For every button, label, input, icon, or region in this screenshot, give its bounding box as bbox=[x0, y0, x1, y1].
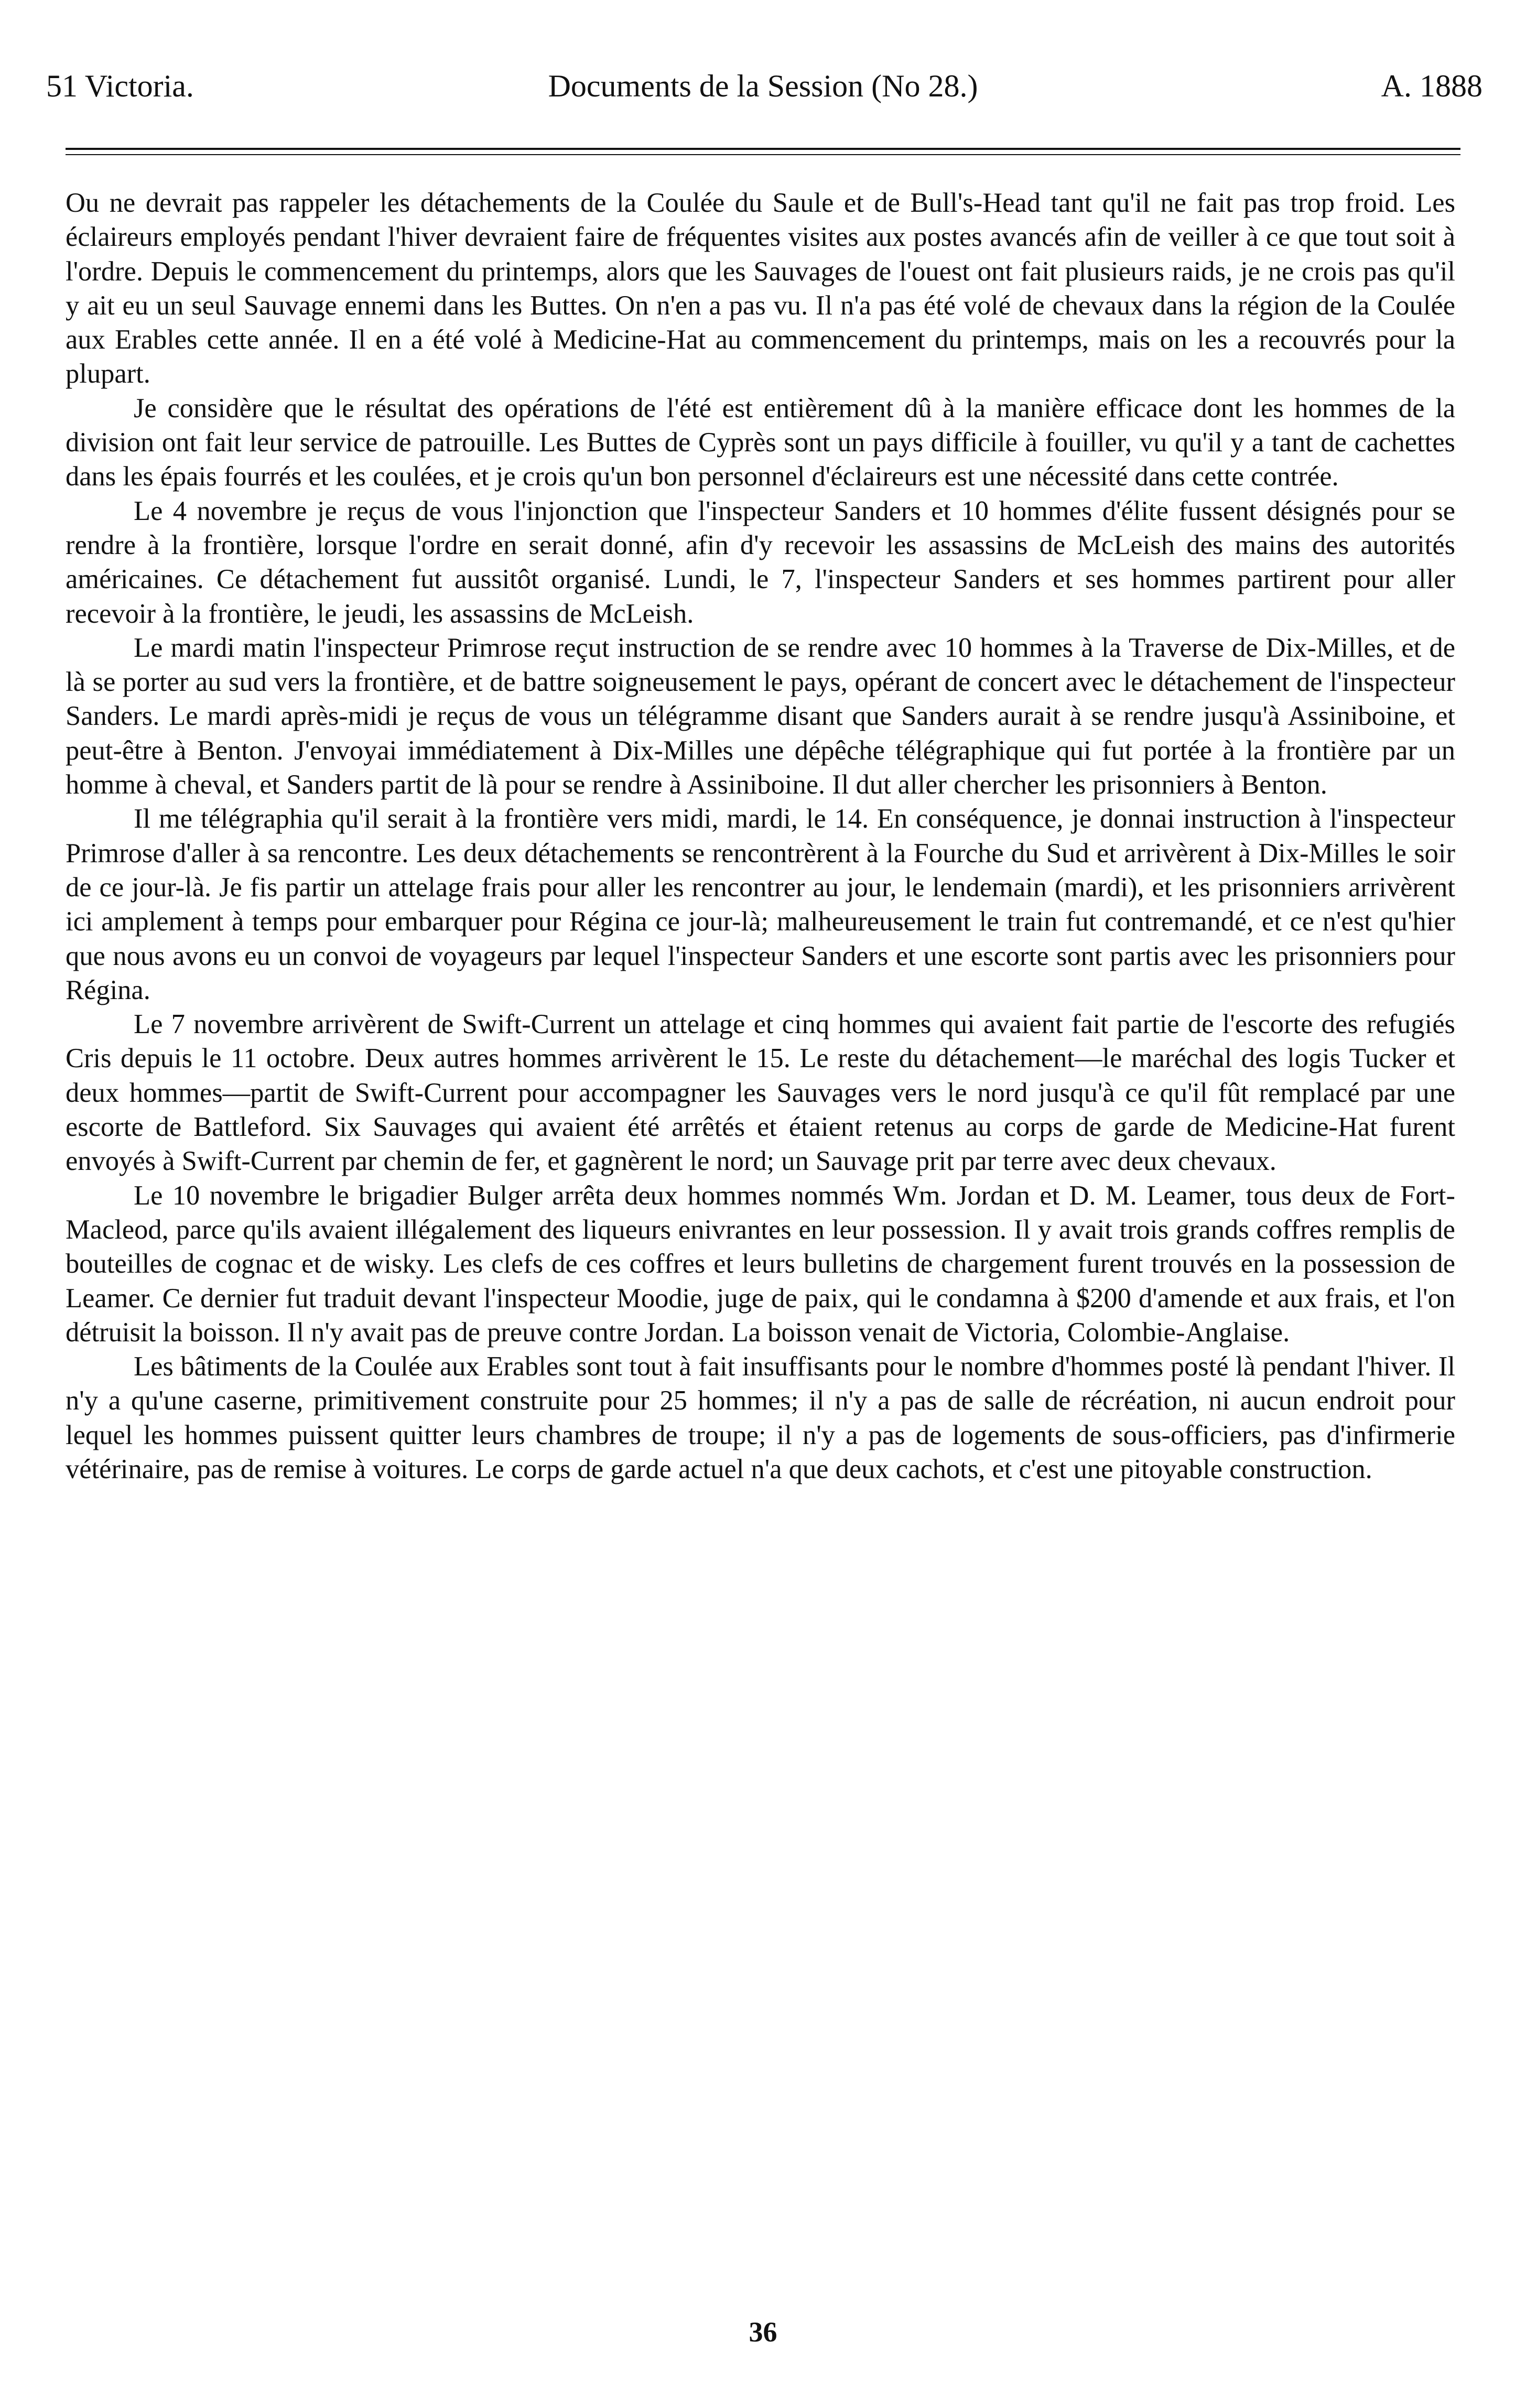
header-rule bbox=[66, 148, 1460, 150]
paragraph: Le 10 novembre le brigadier Bulger arrêta deux hommes nommés Wm. Jordan et D. M. Leamer, tous deux de Fort-Macleod, parce qu'ils avaient illégalement des liqueurs enivrantes en leur possession. Il y avait trois grands coffres remplis de bouteilles de cognac et de wisky. Les clefs de ces coffres et leurs bulletins de chargement furent trouvés en la possession de Leamer. Ce dernier fut traduit devant l'inspecteur Moodie, juge de paix, qui le condamna à $200 d'amende et aux frais, et l'on détruisit la boisson. Il n'y avait pas de preuve contre Jordan. La boisson venait de Victoria, Colombie-Anglaise. bbox=[66, 1180, 1455, 1348]
paragraph: Le mardi matin l'inspecteur Primrose reçut instruction de se rendre avec 10 hommes à la Traverse de Dix-Milles, et de là se porter au sud vers la frontière, et de battre soigneusement le pays, opérant de concert avec le détachement de l'inspecteur Sanders. Le mardi après-midi je reçus de vous un télégramme disant que Sanders aurait à se rendre jusqu'à Assiniboine, et peut-être à Benton. J'envoyai immédiatement à Dix-Milles une dépêche télégraphique qui fut portée à la frontière par un homme à cheval, et Sanders partit de là pour se rendre à Assiniboine. Il dut aller chercher les prisonniers à Benton. bbox=[66, 632, 1455, 800]
paragraph: Il me télégraphia qu'il serait à la frontière vers midi, mardi, le 14. En conséquence, je donnai instruction à l'inspecteur Primrose d'aller à sa rencontre. Les deux détachements se rencontrèrent à la Fourche du Sud et arrivèrent à Dix-Milles le soir de ce jour-là. Je fis partir un attelage frais pour aller les rencontrer au jour, le lendemain (mardi), et les prisonniers arrivèrent ici amplement à temps pour embarquer pour Régina ce jour-là; malheureusement le train fut contremandé, et ce n'est qu'hier que nous avons eu un convoi de voyageurs par lequel l'inspecteur Sanders et une escorte sont partis avec les prisonniers pour Régina. bbox=[66, 804, 1455, 1005]
header-year: A. 1888 bbox=[1381, 69, 1482, 103]
paragraph: Le 7 novembre arrivèrent de Swift-Current un attelage et cinq hommes qui avaient fait partie de l'escorte des refugiés Cris depuis le 11 octobre. Deux autres hommes arrivèrent le 15. Le reste du détachement—le maréchal des logis Tucker et deux hommes—partit de Swift-Current pour accompagner les Sauvages vers le nord jusqu'à ce qu'il fût remplacé par une escorte de Battleford. Six Sauvages qui avaient été arrêtés et étaient retenus au corps de garde de Medicine-Hat furent envoyés à Swift-Current par chemin de fer, et gagnèrent le nord; un Sauvage prit par terre avec deux chevaux. bbox=[66, 1009, 1455, 1177]
paragraph: Le 4 novembre je reçus de vous l'injonction que l'inspecteur Sanders et 10 hommes d'élite fussent désignés pour se rendre à la frontière, lorsque l'ordre en serait donné, afin d'y recevoir les assassins de McLeish des mains des autorités américaines. Ce détachement fut aussitôt organisé. Lundi, le 7, l'inspecteur Sanders et ses hommes partirent pour aller recevoir à la frontière, le jeudi, les assassins de McLeish. bbox=[66, 495, 1455, 629]
paragraph: Ou ne devrait pas rappeler les détachements de la Coulée du Saule et de Bull's-Head tant qu'il ne fait pas trop froid. Les éclaireurs employés pendant l'hiver devraient faire de fréquentes visites aux postes avancés afin de veiller à ce que tout soit à l'ordre. Depuis le commencement du printemps, alors que les Sauvages de l'ouest ont fait plusieurs raids, je ne crois pas qu'il y ait eu un seul Sauvage ennemi dans les Buttes. On n'en a pas vu. Il n'a pas été volé de chevaux dans la région de la Coulée aux Erables cette année. Il en a été volé à Medicine-Hat au commencement du printemps, mais on les a recouvrés pour la plupart. bbox=[66, 188, 1455, 389]
header-rule-secondary bbox=[66, 154, 1460, 155]
page-number: 36 bbox=[749, 2316, 777, 2348]
header-document-title: Documents de la Session (No 28.) bbox=[548, 69, 978, 103]
running-header bbox=[41, 59, 1485, 116]
page-body bbox=[66, 186, 1455, 1487]
paragraph: Je considère que le résultat des opérations de l'été est entièrement dû à la manière efficace dont les hommes de la division ont fait leur service de patrouille. Les Buttes de Cyprès sont un pays difficile à fouiller, vu qu'il y a tant de cachettes dans les épais fourrés et les coulées, et je crois qu'un bon personnel d'éclaireurs est une nécessité dans cette contrée. bbox=[66, 393, 1455, 492]
header-session-year: 51 Victoria. bbox=[46, 69, 194, 103]
paragraph: Les bâtiments de la Coulée aux Erables sont tout à fait insuffisants pour le nombre d'hommes posté là pendant l'hiver. Il n'y a qu'une caserne, primitivement construite pour 25 hommes; il n'y a pas de salle de récréation, ni aucun endroit pour lequel les hommes puissent quitter leurs chambres de troupe; il n'y a pas de logements de sous-officiers, pas d'infirmerie vétérinaire, pas de remise à voitures. Le corps de garde actuel n'a que deux cachots, et c'est une pitoyable construction. bbox=[66, 1351, 1455, 1484]
